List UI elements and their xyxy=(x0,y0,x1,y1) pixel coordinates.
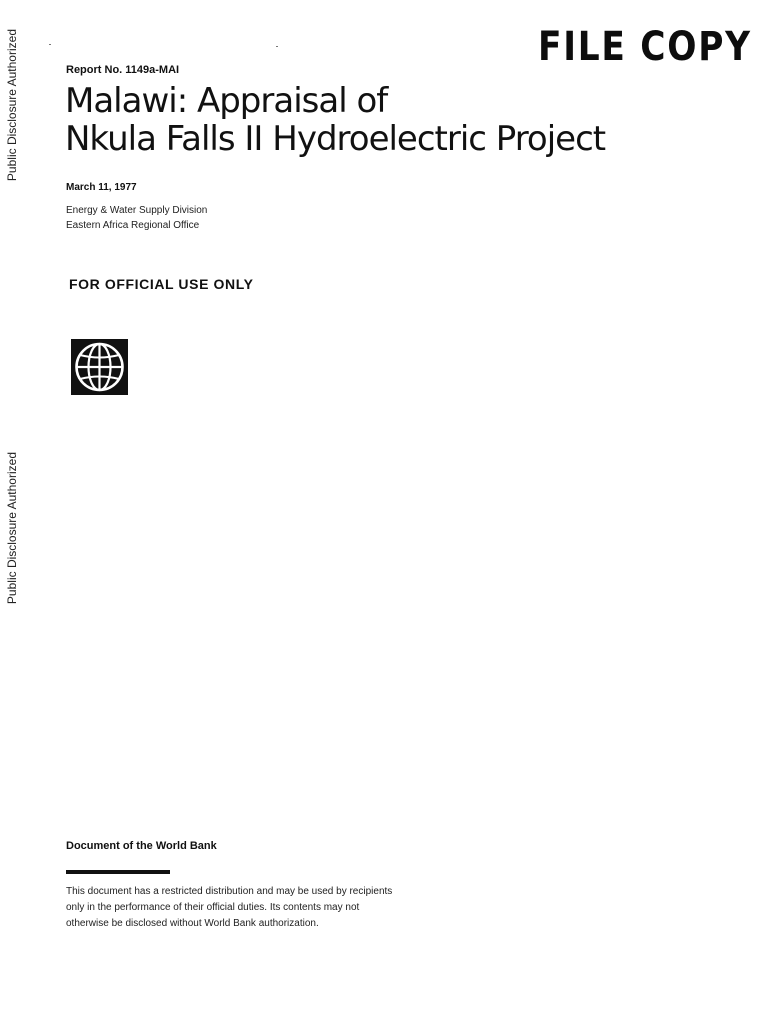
world-bank-globe-icon xyxy=(71,339,128,395)
notice-line-3: otherwise be disclosed without World Bank authorization. xyxy=(66,918,319,929)
title-line-1: Malawi: Appraisal of xyxy=(65,81,388,121)
scan-speck xyxy=(49,44,51,45)
divider-bar xyxy=(66,870,170,874)
classification-label: FOR OFFICIAL USE ONLY xyxy=(69,276,254,292)
title-line-2: Nkula Falls II Hydroelectric Project xyxy=(65,119,606,159)
distribution-notice xyxy=(66,884,392,932)
report-date: March 11, 1977 xyxy=(66,182,137,193)
document-title xyxy=(65,82,605,158)
side-label-top: Public Disclosure Authorized xyxy=(5,29,19,182)
file-copy-stamp: FILE COPY xyxy=(538,24,752,70)
division-line-2: Eastern Africa Regional Office xyxy=(66,220,200,231)
division-block xyxy=(66,203,207,233)
notice-line-1: This document has a restricted distribution and may be used by recipients xyxy=(66,886,393,897)
publisher-line: Document of the World Bank xyxy=(66,840,217,852)
report-number: Report No. 1149a-MAI xyxy=(66,64,180,76)
side-label-middle: Public Disclosure Authorized xyxy=(5,452,19,605)
notice-line-2: only in the performance of their official duties. Its contents may not xyxy=(66,902,360,913)
division-line-1: Energy & Water Supply Division xyxy=(66,205,208,216)
scan-speck xyxy=(276,46,278,47)
